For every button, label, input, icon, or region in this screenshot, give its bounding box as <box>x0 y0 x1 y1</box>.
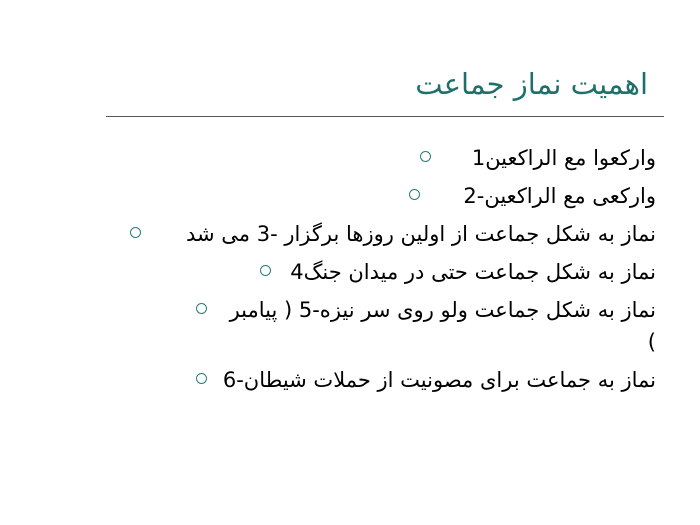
list-item <box>96 256 656 288</box>
circle-bullet-icon <box>409 189 420 200</box>
slide-title: اهمیت نماز جماعت <box>415 67 648 101</box>
circle-bullet-icon <box>196 373 207 384</box>
title-divider <box>106 116 664 117</box>
list-item <box>96 364 656 396</box>
circle-bullet-icon <box>196 303 207 314</box>
list-item-text: نماز به جماعت برای مصونیت از حملات شیطان-6 <box>222 368 656 392</box>
list-item-text: نماز به شکل جماعت حتی در میدان جنگ4 <box>290 260 656 284</box>
list-item <box>96 180 656 212</box>
circle-bullet-icon <box>260 265 271 276</box>
bullet-list <box>96 142 656 402</box>
list-item <box>96 294 656 358</box>
circle-bullet-icon <box>130 227 141 238</box>
list-item <box>96 142 656 174</box>
list-item <box>96 218 656 250</box>
list-item-text: وارکعوا مع الراکعین1 <box>471 146 656 170</box>
list-item-text: نماز به شکل جماعت از اولین روزها برگزار -3 می شد <box>185 222 656 246</box>
list-item-text: نماز به شکل جماعت ولو روی سر نیزه-5 ( پیامبر ) <box>229 298 656 354</box>
circle-bullet-icon <box>420 151 431 162</box>
list-item-text: وارکعی مع الراکعین-2 <box>463 184 656 208</box>
